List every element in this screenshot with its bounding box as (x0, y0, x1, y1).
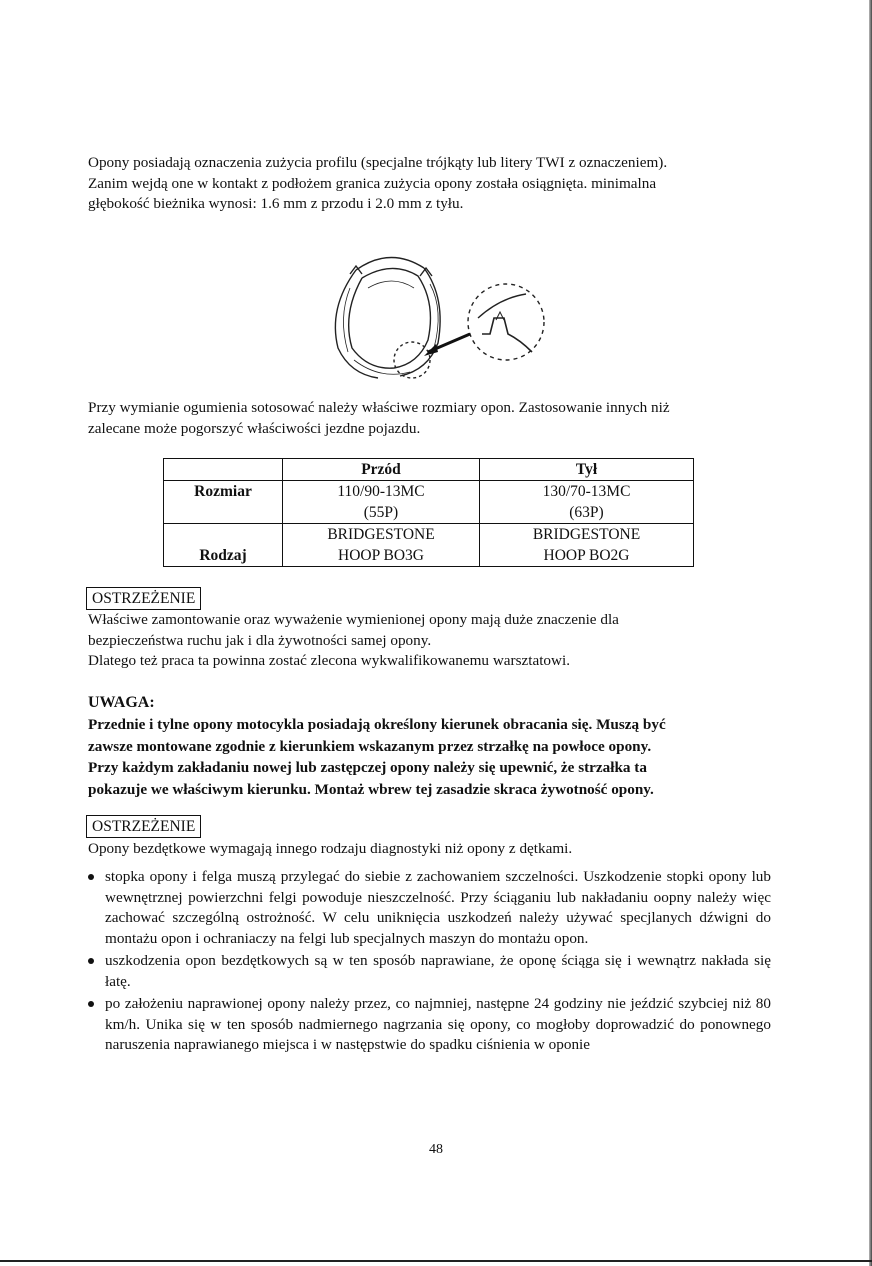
note-line: Przednie i tylne opony motocykla posiadają określony kierunek obracania się. Muszą być (88, 716, 666, 733)
sizes-intro-line: zalecane może pogorszyć właściwości jezdne pojazdu. (88, 419, 421, 437)
sizes-intro-paragraph (88, 398, 771, 439)
detail-tread-surface (478, 294, 526, 318)
list-item (88, 951, 771, 992)
page-number: 48 (429, 1142, 443, 1157)
table-header-row (164, 459, 694, 481)
intro-line: Opony posiadają oznaczenia zużycia profilu (specjalne trójkąty lub litery TWI z oznaczeniem). (88, 154, 668, 171)
warning-1-line: bezpieczeństwa ruchu jak i dla żywotności samej opony. (88, 631, 432, 649)
table-cell-rear-type (480, 524, 694, 567)
table-row-label-size: Rozmiar (164, 481, 283, 524)
rear-brand: BRIDGESTONE (532, 526, 641, 543)
note-line: zawsze montowane zgodnie z kierunkiem wskazanym przez strzałkę na powłoce opony. (88, 737, 652, 755)
note-paragraph (88, 714, 771, 800)
front-size-code: 110/90-13MC (337, 483, 425, 500)
note-line: Przy każdym zakładaniu nowej lub zastępczej opony należy się upewnić, że strzałka ta (88, 759, 647, 776)
tire-inner-tread (349, 268, 431, 368)
table-cell-front-size (283, 481, 480, 524)
warning-label-1: OSTRZEŻENIE (86, 587, 201, 610)
pointer-arrow-head (424, 344, 438, 356)
list-item-text: stopka opony i felga muszą przylegać do siebie z zachowaniem szczelności. Uszkodzenie stopki opony lub wewnętrznej powierzchni felgi powoduje nieszczelność. Przy ściąganiu lub nakładaniu oopny należy więc zachować szczególną ostrożność. W celu uniknięcia uszkodzeń należy używać specjlanych dźwigni do montażu opon i ochraniaczy na felgi lub specjalnych maszyn do montażu opon. (105, 868, 771, 947)
detail-circle-large (468, 284, 544, 360)
intro-line: głębokość bieżnika wynosi: 1.6 mm z przodu i 2.0 mm z tyłu. (88, 195, 464, 212)
note-title: UWAGA: (88, 694, 155, 711)
rear-size-code: 130/70-13MC (542, 483, 631, 500)
front-brand: BRIDGESTONE (327, 526, 435, 543)
bullet-dot-icon (88, 874, 94, 880)
table-cell-rear-size (480, 481, 694, 524)
list-item-text: po założeniu naprawionej opony należy przez, co najmniej, następne 24 godziny nie jeździć szybciej niż 80 km/h. Unika się w ten sposób nadmiernego nagrzania się opony, co mogłoby doprowadzić do ponownego naruszenia naprawianego miejsca i w następstwie do spadku ciśnienia w oponie (105, 995, 771, 1053)
rear-load-index: (63P) (569, 504, 604, 521)
bullet-dot-icon (88, 958, 94, 964)
warning-1-line: Właściwe zamontowanie oraz wyważenie wymienionej opony mają duże znaczenie dla (88, 611, 619, 628)
intro-paragraph (88, 153, 771, 215)
front-model: HOOP BO3G (338, 547, 424, 564)
warning-1-line: Dlatego też praca ta powinna zostać zlecona wykwalifikowanemu warsztatowi. (88, 652, 571, 669)
list-item (88, 994, 771, 1056)
list-item-text: uszkodzenia opon bezdętkowych są w ten sposób naprawiane, że oponę ściąga się i wewnątrz nakłada się łatę. (105, 952, 771, 990)
table-row-type (164, 524, 694, 567)
warning-label-2: OSTRZEŻENIE (86, 815, 201, 838)
tire-wear-indicator-diagram (320, 248, 560, 398)
tire-sizes-table (163, 458, 694, 567)
table-header-front: Przód (283, 459, 480, 481)
detail-wear-indicator (482, 318, 532, 352)
note-line: pokazuje we właściwym kierunku. Montaż wbrew tej zasadzie skraca żywotność opony. (88, 780, 654, 798)
intro-line: Zanim wejdą one w kontakt z podłożem granica zużycia opony została osiągnięta. minimalna (88, 174, 657, 192)
table-corner-cell (164, 459, 283, 481)
table-header-rear: Tył (480, 459, 694, 481)
front-load-index: (55P) (363, 504, 399, 521)
table-row-size (164, 481, 694, 524)
table-row-label-type: Rodzaj (164, 524, 283, 567)
tire-tread-line (368, 281, 414, 288)
warning-1-paragraph (88, 610, 771, 672)
warning-2-bullet-list (88, 867, 771, 1058)
rear-model: HOOP BO2G (543, 547, 630, 564)
table-cell-front-type (283, 524, 480, 567)
sizes-intro-line: Przy wymianie ogumienia sotosować należy właściwe rozmiary opon. Zastosowanie innych niż (88, 399, 670, 416)
warning-2-intro: Opony bezdętkowe wymagają innego rodzaju diagnostyki niż opony z dętkami. (88, 840, 573, 857)
bullet-dot-icon (88, 1001, 94, 1007)
page-bottom-line (0, 1260, 872, 1262)
list-item (88, 867, 771, 949)
